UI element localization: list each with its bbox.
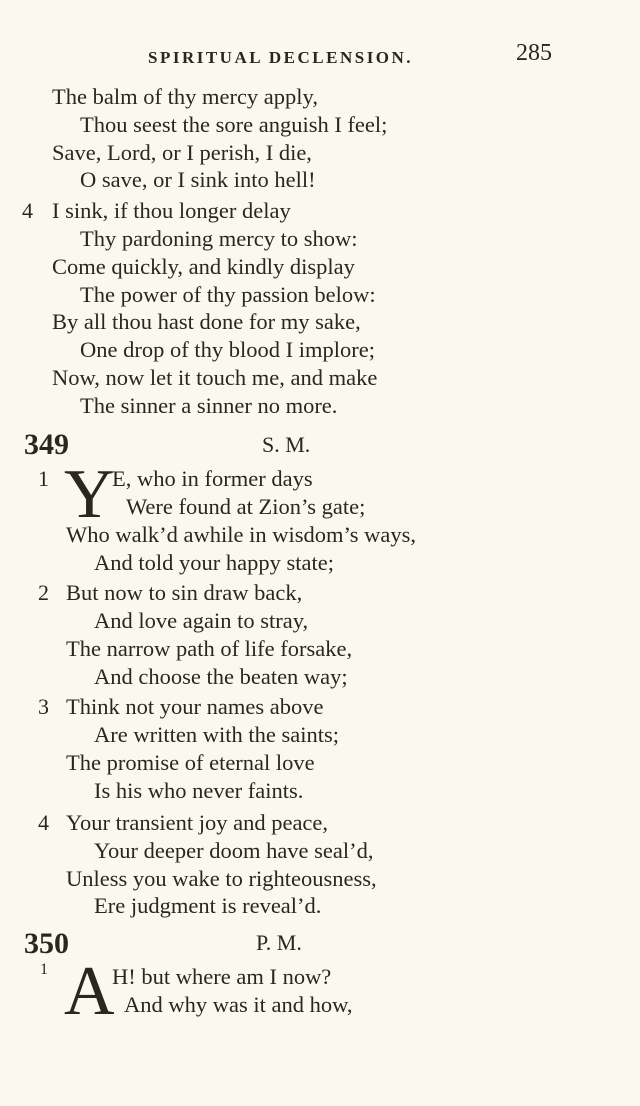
verse-line: Unless you wake to righteousness, <box>66 866 377 891</box>
verse-number: 4 <box>38 810 49 835</box>
hymn-meter: P. M. <box>256 930 302 955</box>
verse-line: Ere judgment is reveal’d. <box>94 893 322 918</box>
hymn-meter: S. M. <box>262 432 311 457</box>
drop-cap: A <box>64 953 115 1030</box>
verse-line: The promise of eternal love <box>66 750 315 775</box>
verse-line: Thy pardoning mercy to show: <box>80 226 358 251</box>
verse-line: Who walk’d awhile in wisdom’s ways, <box>66 522 416 547</box>
verse-line: And why was it and how, <box>124 992 353 1017</box>
verse-line: Were found at Zion’s gate; <box>126 494 366 519</box>
verse-line: H! but where am I now? <box>112 964 332 989</box>
drop-cap: Y <box>64 456 115 533</box>
verse-line: Come quickly, and kindly display <box>52 254 355 279</box>
verse-number: 1 <box>38 466 49 491</box>
verse-line: I sink, if thou longer delay <box>52 198 291 223</box>
running-title: SPIRITUAL DECLENSION. <box>148 48 414 67</box>
verse-number: 3 <box>38 694 49 719</box>
verse-line: Are written with the saints; <box>94 722 339 747</box>
verse-line: By all thou hast done for my sake, <box>52 309 361 334</box>
verse-line: And love again to stray, <box>94 608 309 633</box>
verse-line: Your deeper doom have seal’d, <box>94 838 374 863</box>
page-number: 285 <box>516 40 552 66</box>
verse-line: One drop of thy blood I implore; <box>80 337 375 362</box>
hymn-number: 350 <box>24 927 69 960</box>
verse-line: The sinner a sinner no more. <box>80 393 338 418</box>
verse-line: E, who in former days <box>112 466 313 491</box>
verse-line: Is his who never faints. <box>94 778 304 803</box>
verse-line: Now, now let it touch me, and make <box>52 365 378 390</box>
verse-line: O save, or I sink into hell! <box>80 167 316 192</box>
hymn-number: 349 <box>24 428 69 461</box>
verse-line: Thou seest the sore anguish I feel; <box>80 112 388 137</box>
verse-number: 4 <box>22 198 33 223</box>
verse-line: The balm of thy mercy apply, <box>52 84 318 109</box>
verse-number: 1 <box>40 961 48 978</box>
verse-line: Save, Lord, or I perish, I die, <box>52 140 312 165</box>
verse-line: And told your happy state; <box>94 550 334 575</box>
verse-line: The power of thy passion below: <box>80 282 376 307</box>
verse-line: Your transient joy and peace, <box>66 810 329 835</box>
verse-line: The narrow path of life forsake, <box>66 636 353 661</box>
verse-line: And choose the beaten way; <box>94 664 348 689</box>
verse-line: Think not your names above <box>66 694 324 719</box>
verse-number: 2 <box>38 580 49 605</box>
verse-line: But now to sin draw back, <box>66 580 303 605</box>
